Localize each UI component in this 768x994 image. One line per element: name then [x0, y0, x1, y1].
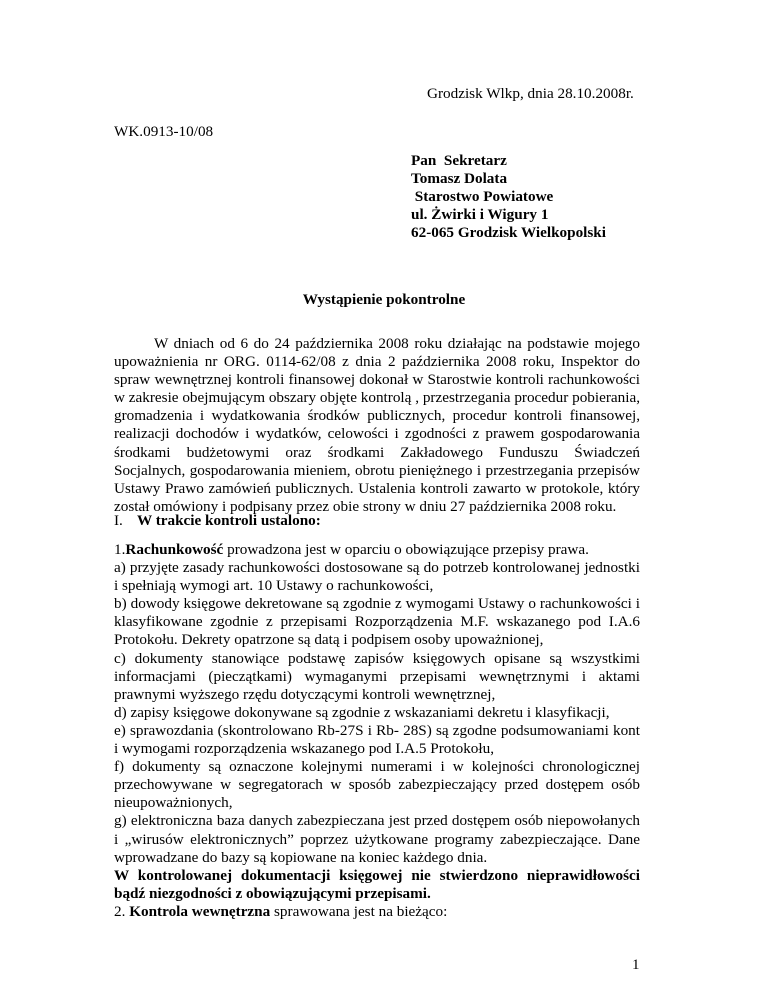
- intro-text: W dniach od 6 do 24 października 2008 roku działając na podstawie mojego upoważnienia nr ORG. 0114-62/08 z dnia 2 października 2008 roku, Inspektor do spraw wewnętrznej kontroli finansowej dokonał w Starostwie kontroli rachunkowości w zakresie obejmującym obszary objęte kontrolą , przestrzegania procedur pobierania, gromadzenia i wydatkowania środków publicznych, procedur kontroli finansowej, realizacji dochodów i wydatków, celowości i zgodności z prawem gospodarowania środkami budżetowymi oraz środkami Zakładowego Funduszu Świadczeń Socjalnych, gospodarowania mieniem, obrotu pieniężnego i przestrzegania przepisów Ustawy Prawo zamówień publicznych. Ustalenia kontroli zawarto w protokole, który został omówiony i podpisany przez obie strony w dniu 27 października 2008 roku.: [114, 335, 640, 515]
- section-heading-text: W trakcie kontroli ustalono:: [137, 512, 321, 529]
- addressee-block: [411, 152, 606, 242]
- item-1: [114, 541, 640, 559]
- subitem-a: a) przyjęte zasady rachunkowości dostosowane są do potrzeb kontrolowanej jednostki i spełniają wymogi art. 10 Ustawy o rachunkowości,: [114, 559, 640, 595]
- intro-paragraph: [114, 335, 640, 516]
- reference-number: WK.0913-10/08: [114, 123, 214, 140]
- item-2-text: sprawowana jest na bieżąco:: [270, 902, 448, 920]
- subitem-c: c) dokumenty stanowiące podstawę zapisów księgowych opisane są wszystkimi informacjami (pieczątkami) wymaganymi przepisami wewnętrznymi i aktami prawnymi wyższego rzędu dotyczącymi kontroli wewnętrznej,: [114, 649, 640, 703]
- addressee-city: 62-065 Grodzisk Wielkopolski: [411, 224, 606, 241]
- item-2-lead: Kontrola wewnętrzna: [129, 902, 271, 920]
- section-heading: [114, 512, 321, 530]
- subitem-g: g) elektroniczna baza danych zabezpieczana jest przed dostępem osób niepowołanych i „wirusów elektronicznych” poprzez użytkowane programy zabezpieczające. Dane wprowadzane do bazy są kopiowane na koniec każdego dnia.: [114, 812, 640, 866]
- subitem-e: e) sprawozdania (skontrolowano Rb-27S i Rb- 28S) są zgodne podsumowaniami kont i wymogami rozporządzenia wskazanego pod I.A.5 Protokołu,: [114, 721, 640, 758]
- item-1-lead: Rachunkowość: [125, 541, 224, 558]
- item-1-number: 1.: [114, 541, 126, 558]
- subitem-d: d) zapisy księgowe dokonywane są zgodnie z wskazaniami dekretu i klasyfikacji,: [114, 703, 610, 721]
- document-date: Grodzisk Wlkp, dnia 28.10.2008r.: [427, 85, 634, 102]
- addressee-name: Tomasz Dolata: [411, 170, 508, 187]
- item-1-text: prowadzona jest w oparciu o obowiązujące przepisy prawa.: [223, 541, 589, 558]
- page-number: 1: [632, 957, 640, 973]
- document-title: Wystąpienie pokontrolne: [302, 291, 466, 308]
- section-numeral: I.: [114, 512, 123, 529]
- addressee-institution: Starostwo Powiatowe: [411, 188, 554, 205]
- addressee-street: ul. Żwirki i Wigury 1: [411, 206, 549, 223]
- item-2-number: 2.: [114, 902, 130, 920]
- subitem-b: b) dowody księgowe dekretowane są zgodnie z wymogami Ustawy o rachunkowości i klasyfikowane zgodnie z przepisami Rozporządzenia M.F. wskazanego pod I.A.6 Protokołu. Dekrety opatrzone są datą i podpisem osoby upoważnionej,: [114, 595, 640, 649]
- conclusion: [114, 867, 640, 903]
- conclusion-text: W kontrolowanej dokumentacji księgowej nie stwierdzono nieprawidłowości bądź niezgodności z obowiązującymi przepisami.: [114, 866, 640, 902]
- addressee-title: Pan Sekretarz: [411, 152, 507, 169]
- item-2: [114, 903, 640, 921]
- subitem-f: f) dokumenty są oznaczone kolejnymi numerami i w kolejności chronologicznej przechowywane w segregatorach w sposób zabezpieczający przed dostępem osób nieupoważnionych,: [114, 758, 640, 812]
- findings-list: [114, 541, 640, 921]
